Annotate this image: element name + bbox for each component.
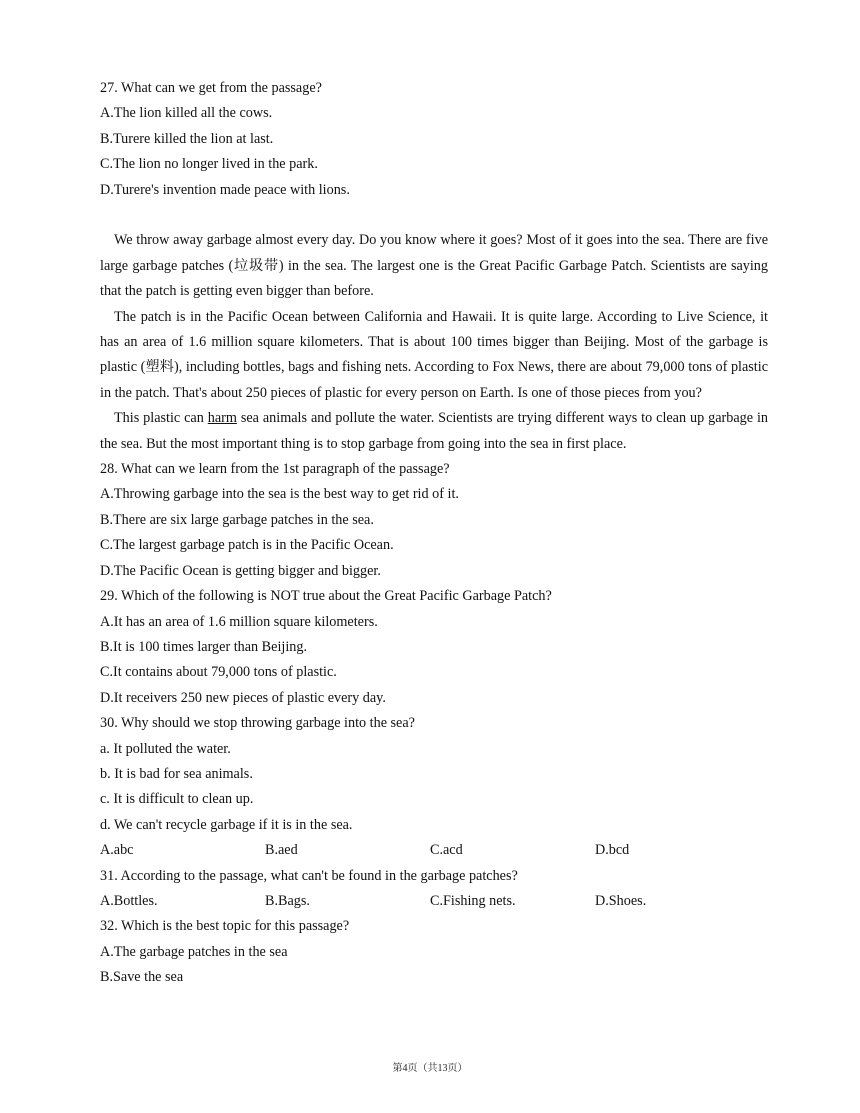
question-30-statement-d: d. We can't recycle garbage if it is in the sea.	[100, 816, 353, 833]
question-27-option-b: B.Turere killed the lion at last.	[100, 130, 274, 147]
question-27-option-a: A.The lion killed all the cows.	[100, 105, 273, 122]
question-29-stem: 29. Which of the following is NOT true about the Great Pacific Garbage Patch?	[100, 588, 552, 605]
question-31-option-b: B.Bags.	[265, 892, 310, 909]
question-31-option-c: C.Fishing nets.	[430, 892, 516, 909]
question-28-option-b: B.There are six large garbage patches in the sea.	[100, 511, 374, 528]
passage-paragraph-3-end: sea animals and pollute the water. Scientists are trying different ways to clean up garbage in the sea. But the most important thing is to stop garbage from going into the sea in first place.	[100, 410, 768, 452]
question-30-option-a: A.abc	[100, 842, 134, 859]
question-31	[100, 864, 768, 915]
question-30-option-c: C.acd	[430, 842, 463, 859]
question-30-option-b: B.aed	[265, 842, 298, 859]
passage-paragraph-3	[100, 406, 768, 457]
question-32-option-a: A.The garbage patches in the sea	[100, 943, 288, 960]
question-32-stem: 32. Which is the best topic for this passage?	[100, 918, 350, 935]
question-29-option-c: C.It contains about 79,000 tons of plastic.	[100, 664, 337, 681]
question-30-statement-c: c. It is difficult to clean up.	[100, 791, 254, 808]
question-27	[100, 76, 768, 203]
question-28-stem: 28. What can we learn from the 1st paragraph of the passage?	[100, 461, 450, 478]
question-31-options	[100, 889, 768, 914]
page-number-footer: 第4页（共13页）	[392, 1063, 468, 1074]
question-32-option-b: B.Save the sea	[100, 969, 184, 986]
question-31-stem: 31. According to the passage, what can't be found in the garbage patches?	[100, 867, 518, 884]
question-30-stem: 30. Why should we stop throwing garbage into the sea?	[100, 715, 415, 732]
question-28-option-a: A.Throwing garbage into the sea is the best way to get rid of it.	[100, 486, 459, 503]
question-30-statement-a: a. It polluted the water.	[100, 740, 231, 757]
question-31-option-a: A.Bottles.	[100, 892, 158, 909]
question-31-option-d: D.Shoes.	[595, 892, 647, 909]
question-32	[100, 914, 768, 990]
question-30	[100, 711, 768, 863]
passage-paragraph-1: We throw away garbage almost every day. Do you know where it goes? Most of it goes into the sea. There are five large garbage patches (垃圾带) in the sea. The largest one is the Great Pacific Garbage Patch. Scientists are saying that the patch is getting even bigger than before.	[100, 232, 768, 300]
question-29-option-b: B.It is 100 times larger than Beijing.	[100, 638, 308, 655]
question-29-option-d: D.It receivers 250 new pieces of plastic every day.	[100, 689, 386, 706]
question-30-option-d: D.bcd	[595, 842, 630, 859]
reading-passage	[100, 228, 768, 457]
question-28	[100, 457, 768, 584]
question-30-options	[100, 838, 768, 863]
question-28-option-d: D.The Pacific Ocean is getting bigger and bigger.	[100, 562, 381, 579]
question-27-stem: 27. What can we get from the passage?	[100, 80, 322, 96]
underlined-word-harm: harm	[207, 410, 237, 427]
question-29-option-a: A.It has an area of 1.6 million square kilometers.	[100, 613, 378, 630]
passage-paragraph-2: The patch is in the Pacific Ocean between California and Hawaii. It is quite large. According to Live Science, it has an area of 1.6 million square kilometers. That is about 100 times bigger than Beijing. Most of the garbage is plastic (塑料), including bottles, bags and fishing nets. According to Fox News, there are about 79,000 tons of plastic in the patch. That's about 250 pieces of plastic for every person on Earth. Is one of those pieces from you?	[100, 308, 768, 401]
question-27-option-d: D.Turere's invention made peace with lions.	[100, 181, 350, 198]
passage-paragraph-3-start: This plastic can	[114, 410, 208, 427]
page-content	[100, 76, 768, 991]
question-28-option-c: C.The largest garbage patch is in the Pacific Ocean.	[100, 537, 394, 554]
question-27-option-c: C.The lion no longer lived in the park.	[100, 156, 318, 173]
question-30-statement-b: b. It is bad for sea animals.	[100, 765, 253, 782]
question-29	[100, 584, 768, 711]
spacer	[100, 203, 768, 228]
